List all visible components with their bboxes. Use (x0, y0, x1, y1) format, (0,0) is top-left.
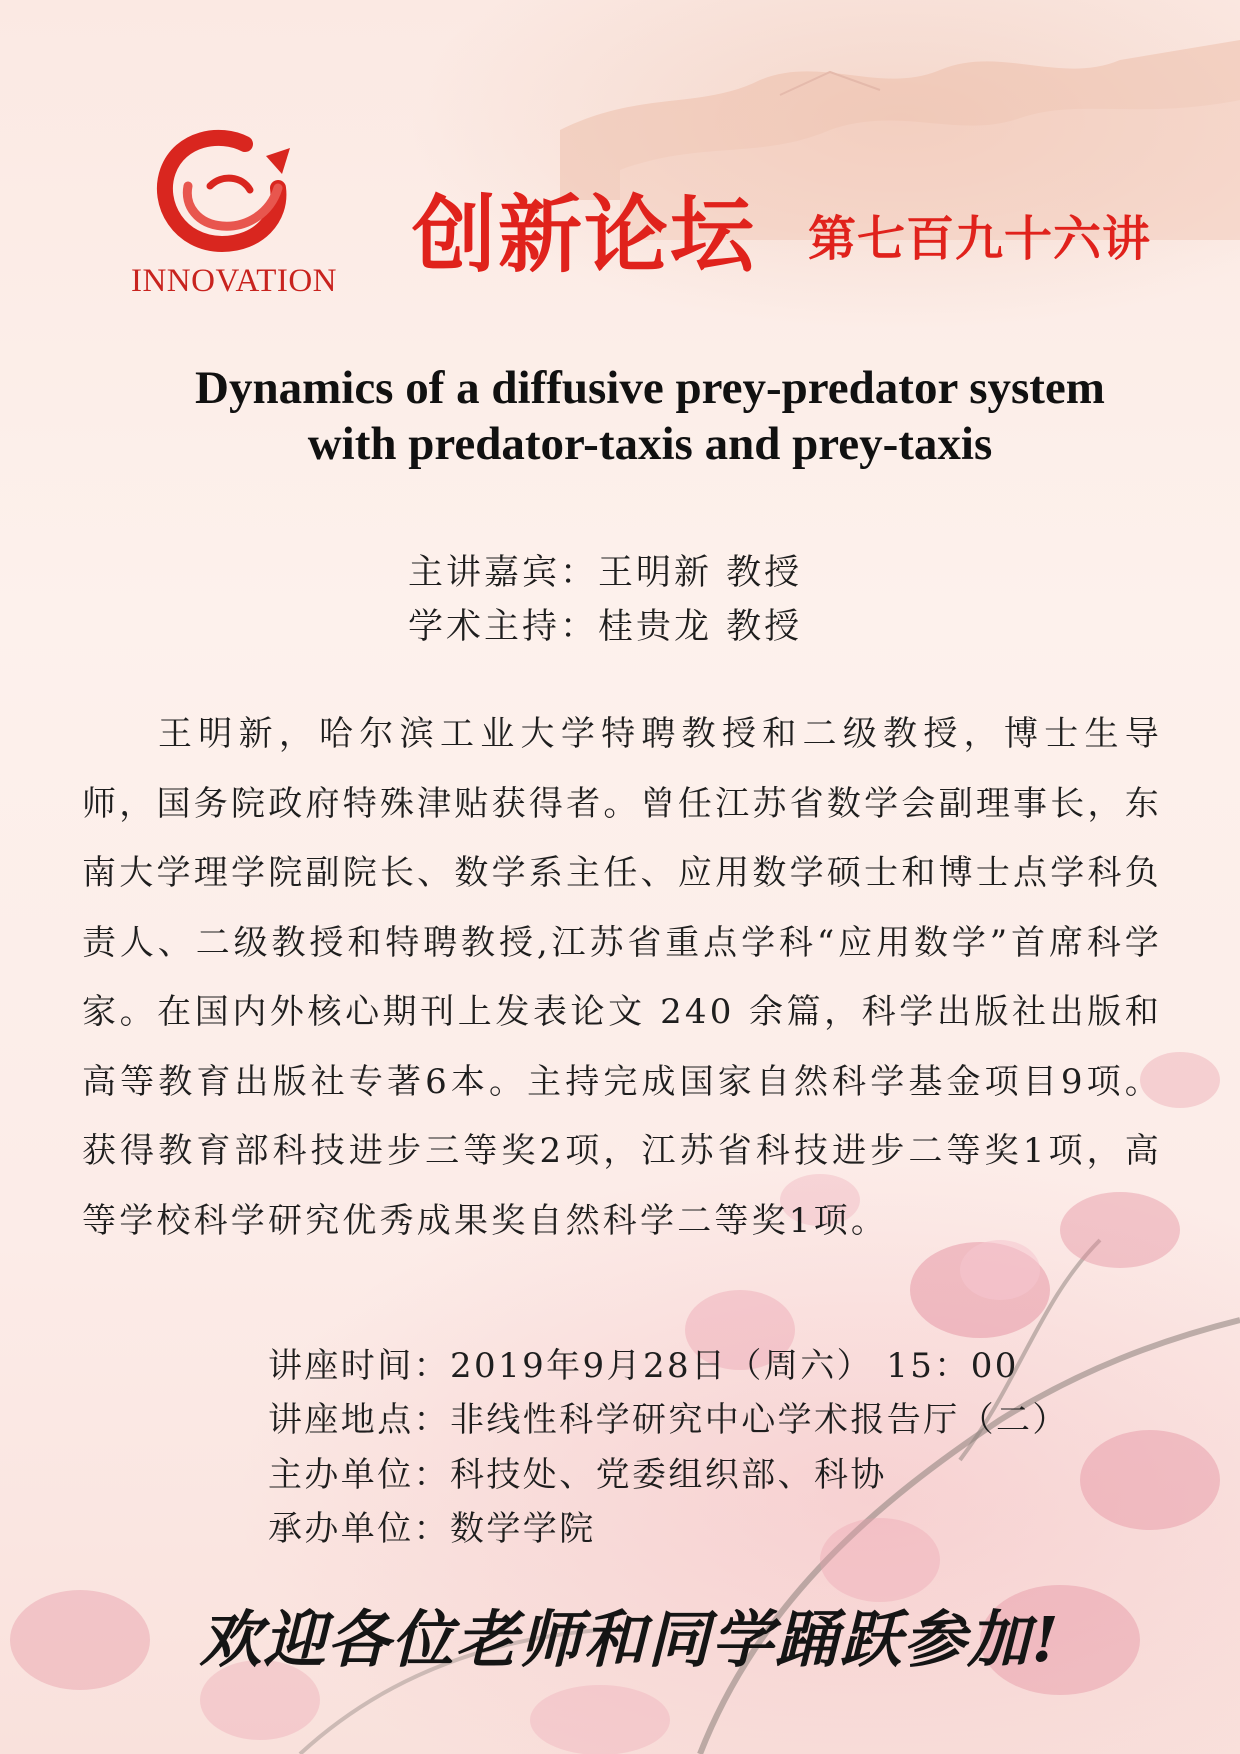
talk-title (90, 360, 1210, 472)
lecture-number: 第七百九十六讲 (808, 211, 1152, 267)
talk-title-line-1: Dynamics of a diffusive prey-predator system (195, 362, 1105, 414)
welcome-message: 欢迎各位老师和同学踊跃参加! (199, 1603, 1061, 1676)
speaker-bio: 王明新，哈尔滨工业大学特聘教授和二级教授，博士生导师，国务院政府特殊津贴获得者。曾任江苏省数学会副理事长，东南大学理学院副院长、数学系主任、应用数学硕士和博士点学科负责人、二级教授和特聘教授,江苏省重点学科“应用数学”首席科学家。在国内外核心期刊上发表论文 240 余篇，科学出版社出版和高等教育出版社专著6本。主持完成国家自然科学基金项目9项。获得教育部科技进步三等奖2项，江苏省科技进步二等奖1项，高等学校科学研究优秀成果奖自然科学二等奖1项。 (82, 714, 1162, 1241)
talk-title-line-2: with predator-taxis and prey-taxis (307, 418, 993, 470)
lecture-time: 讲座时间：2019年9月28日（周六） 15：00 (268, 1346, 1019, 1386)
host-unit: 承办单位：数学学院 (268, 1509, 596, 1549)
logo-text: INNOVATION (130, 263, 338, 299)
lecture-venue: 讲座地点：非线性科学研究中心学术报告厅（二） (268, 1400, 1069, 1440)
host-line: 学术主持：桂贵龙 教授 (408, 607, 803, 647)
forum-title: 创新论坛 (412, 186, 757, 284)
speaker-line: 主讲嘉宾：王明新 教授 (408, 553, 803, 593)
innovation-swirl-logo (150, 126, 300, 256)
organizer: 主办单位：科技处、党委组织部、科协 (268, 1455, 887, 1495)
